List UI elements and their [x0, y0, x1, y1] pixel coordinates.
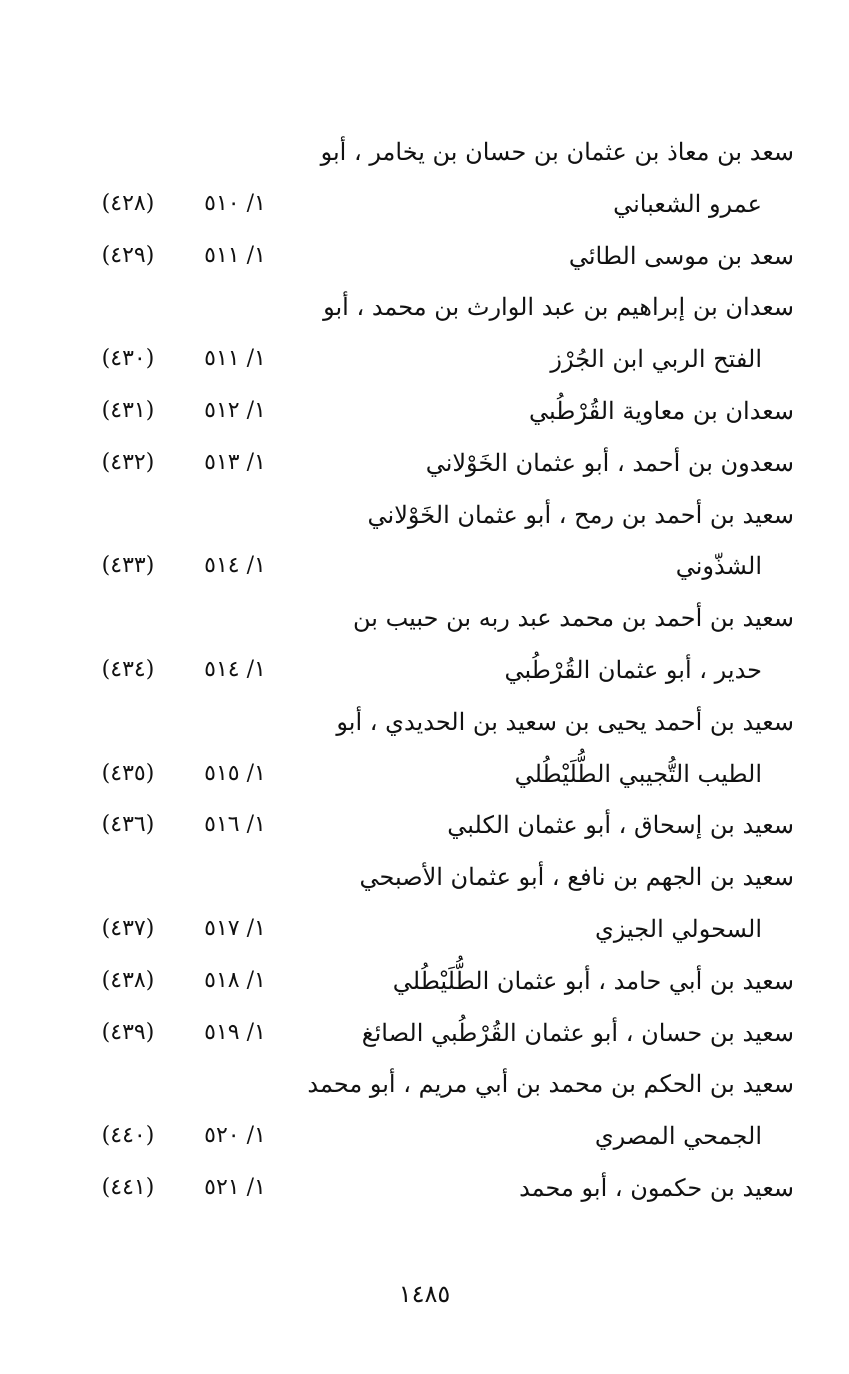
index-line	[80, 1007, 794, 1059]
index-line	[80, 696, 794, 748]
volume-page-reference: ١/ ٥١٨	[204, 967, 266, 993]
entry-number: (٤٣٠)	[101, 346, 155, 372]
index-line	[80, 1110, 794, 1162]
index-line	[80, 281, 794, 333]
entry-name: سعيد بن حسان ، أبو عثمان القُرْطُبي الصائغ	[361, 1018, 794, 1047]
index-line	[80, 126, 794, 178]
entry-name: سعدون بن أحمد ، أبو عثمان الخَوْلاني	[425, 448, 794, 477]
entry-name: الشذّوني	[675, 552, 762, 581]
index-line	[80, 178, 794, 230]
index-line	[80, 333, 794, 385]
entry-name: سعيد بن حكمون ، أبو محمد	[519, 1174, 794, 1202]
entry-number: (٤٣٥)	[101, 760, 155, 786]
index-line	[80, 955, 794, 1007]
entry-number: (٤٣٦)	[101, 812, 155, 838]
volume-page-reference: ١/ ٥١١	[204, 346, 266, 372]
entry-number: (٤٣٣)	[101, 553, 155, 579]
entry-number: (٤٤٠)	[101, 1123, 155, 1149]
index-line	[80, 230, 794, 282]
volume-page-reference: ١/ ٥١٩	[204, 1019, 266, 1045]
entry-name: سعيد بن الجهم بن نافع ، أبو عثمان الأصبحي	[359, 863, 794, 892]
volume-page-reference: ١/ ٥١٤	[204, 657, 266, 682]
index-line	[80, 644, 794, 696]
entry-name: سعد بن موسى الطائي	[568, 241, 794, 270]
entry-number: (٤٣٩)	[101, 1019, 155, 1045]
entry-name: سعيد بن أحمد بن محمد عبد ربه بن حبيب بن	[353, 604, 794, 633]
entry-name: سعيد بن أبي حامد ، أبو عثمان الطُّلَيْطُلي	[392, 966, 794, 995]
volume-page-reference: ١/ ٥١٦	[204, 812, 266, 838]
entry-name: سعيد بن أحمد بن رمح ، أبو عثمان الخَوْلاني	[367, 500, 794, 529]
entry-name: سعيد بن الحكم بن محمد بن أبي مريم ، أبو محمد	[307, 1070, 794, 1099]
entry-name: سعيد بن إسحاق ، أبو عثمان الكلبي	[447, 811, 794, 840]
index-line	[80, 851, 794, 903]
entry-number: (٤٢٨)	[101, 190, 155, 216]
volume-page-reference: ١/ ٥٢٠	[204, 1123, 266, 1149]
volume-page-reference: ١/ ٥١٤	[204, 553, 266, 579]
index-line	[80, 592, 794, 644]
entry-number: (٤٣٧)	[101, 916, 155, 941]
index-line	[80, 385, 794, 437]
entry-name: الجمحي المصري	[594, 1122, 762, 1151]
entry-number: (٤٢٩)	[101, 242, 155, 268]
volume-page-reference: ١/ ٥١٣	[204, 449, 266, 475]
entry-number: (٤٣١)	[101, 398, 155, 423]
entry-name: سعد بن معاذ بن عثمان بن حسان بن يخامر ، أبو	[320, 138, 794, 166]
volume-page-reference: ١/ ٥١٧	[204, 916, 266, 941]
entry-number: (٤٣٢)	[101, 449, 155, 475]
entry-name: عمرو الشعباني	[613, 189, 762, 218]
volume-page-reference: ١/ ٥١١	[204, 242, 266, 268]
index-line	[80, 1162, 794, 1214]
entry-number: (٤٤١)	[101, 1175, 155, 1200]
index-line	[80, 540, 794, 592]
entry-name: سعدان بن إبراهيم بن عبد الوارث بن محمد ، أبو	[323, 293, 794, 322]
entry-name: السحولي الجيزي	[595, 915, 762, 943]
index-line	[80, 748, 794, 800]
volume-page-reference: ١/ ٥١٠	[204, 190, 266, 216]
volume-page-reference: ١/ ٥١٥	[204, 760, 266, 786]
index-line	[80, 903, 794, 955]
entry-name: سعدان بن معاوية القُرْطُبي	[528, 397, 794, 425]
index-line	[80, 1058, 794, 1110]
volume-page-reference: ١/ ٥١٢	[204, 398, 266, 423]
index-line	[80, 437, 794, 489]
entry-name: الطيب التُّجيبي الطُّلَيْطُلي	[514, 759, 762, 788]
entry-name: الفتح الربي ابن الجُرْز	[550, 345, 762, 374]
index-line	[80, 799, 794, 851]
index-line	[80, 489, 794, 541]
entry-name: حدير ، أبو عثمان القُرْطُبي	[504, 656, 762, 684]
entry-name: سعيد بن أحمد يحيى بن سعيد بن الحديدي ، أبو	[336, 707, 794, 736]
volume-page-reference: ١/ ٥٢١	[204, 1175, 266, 1200]
entry-number: (٤٣٨)	[101, 967, 155, 993]
entry-number: (٤٣٤)	[101, 657, 155, 682]
page-number: ١٤٨٥	[398, 1280, 451, 1308]
